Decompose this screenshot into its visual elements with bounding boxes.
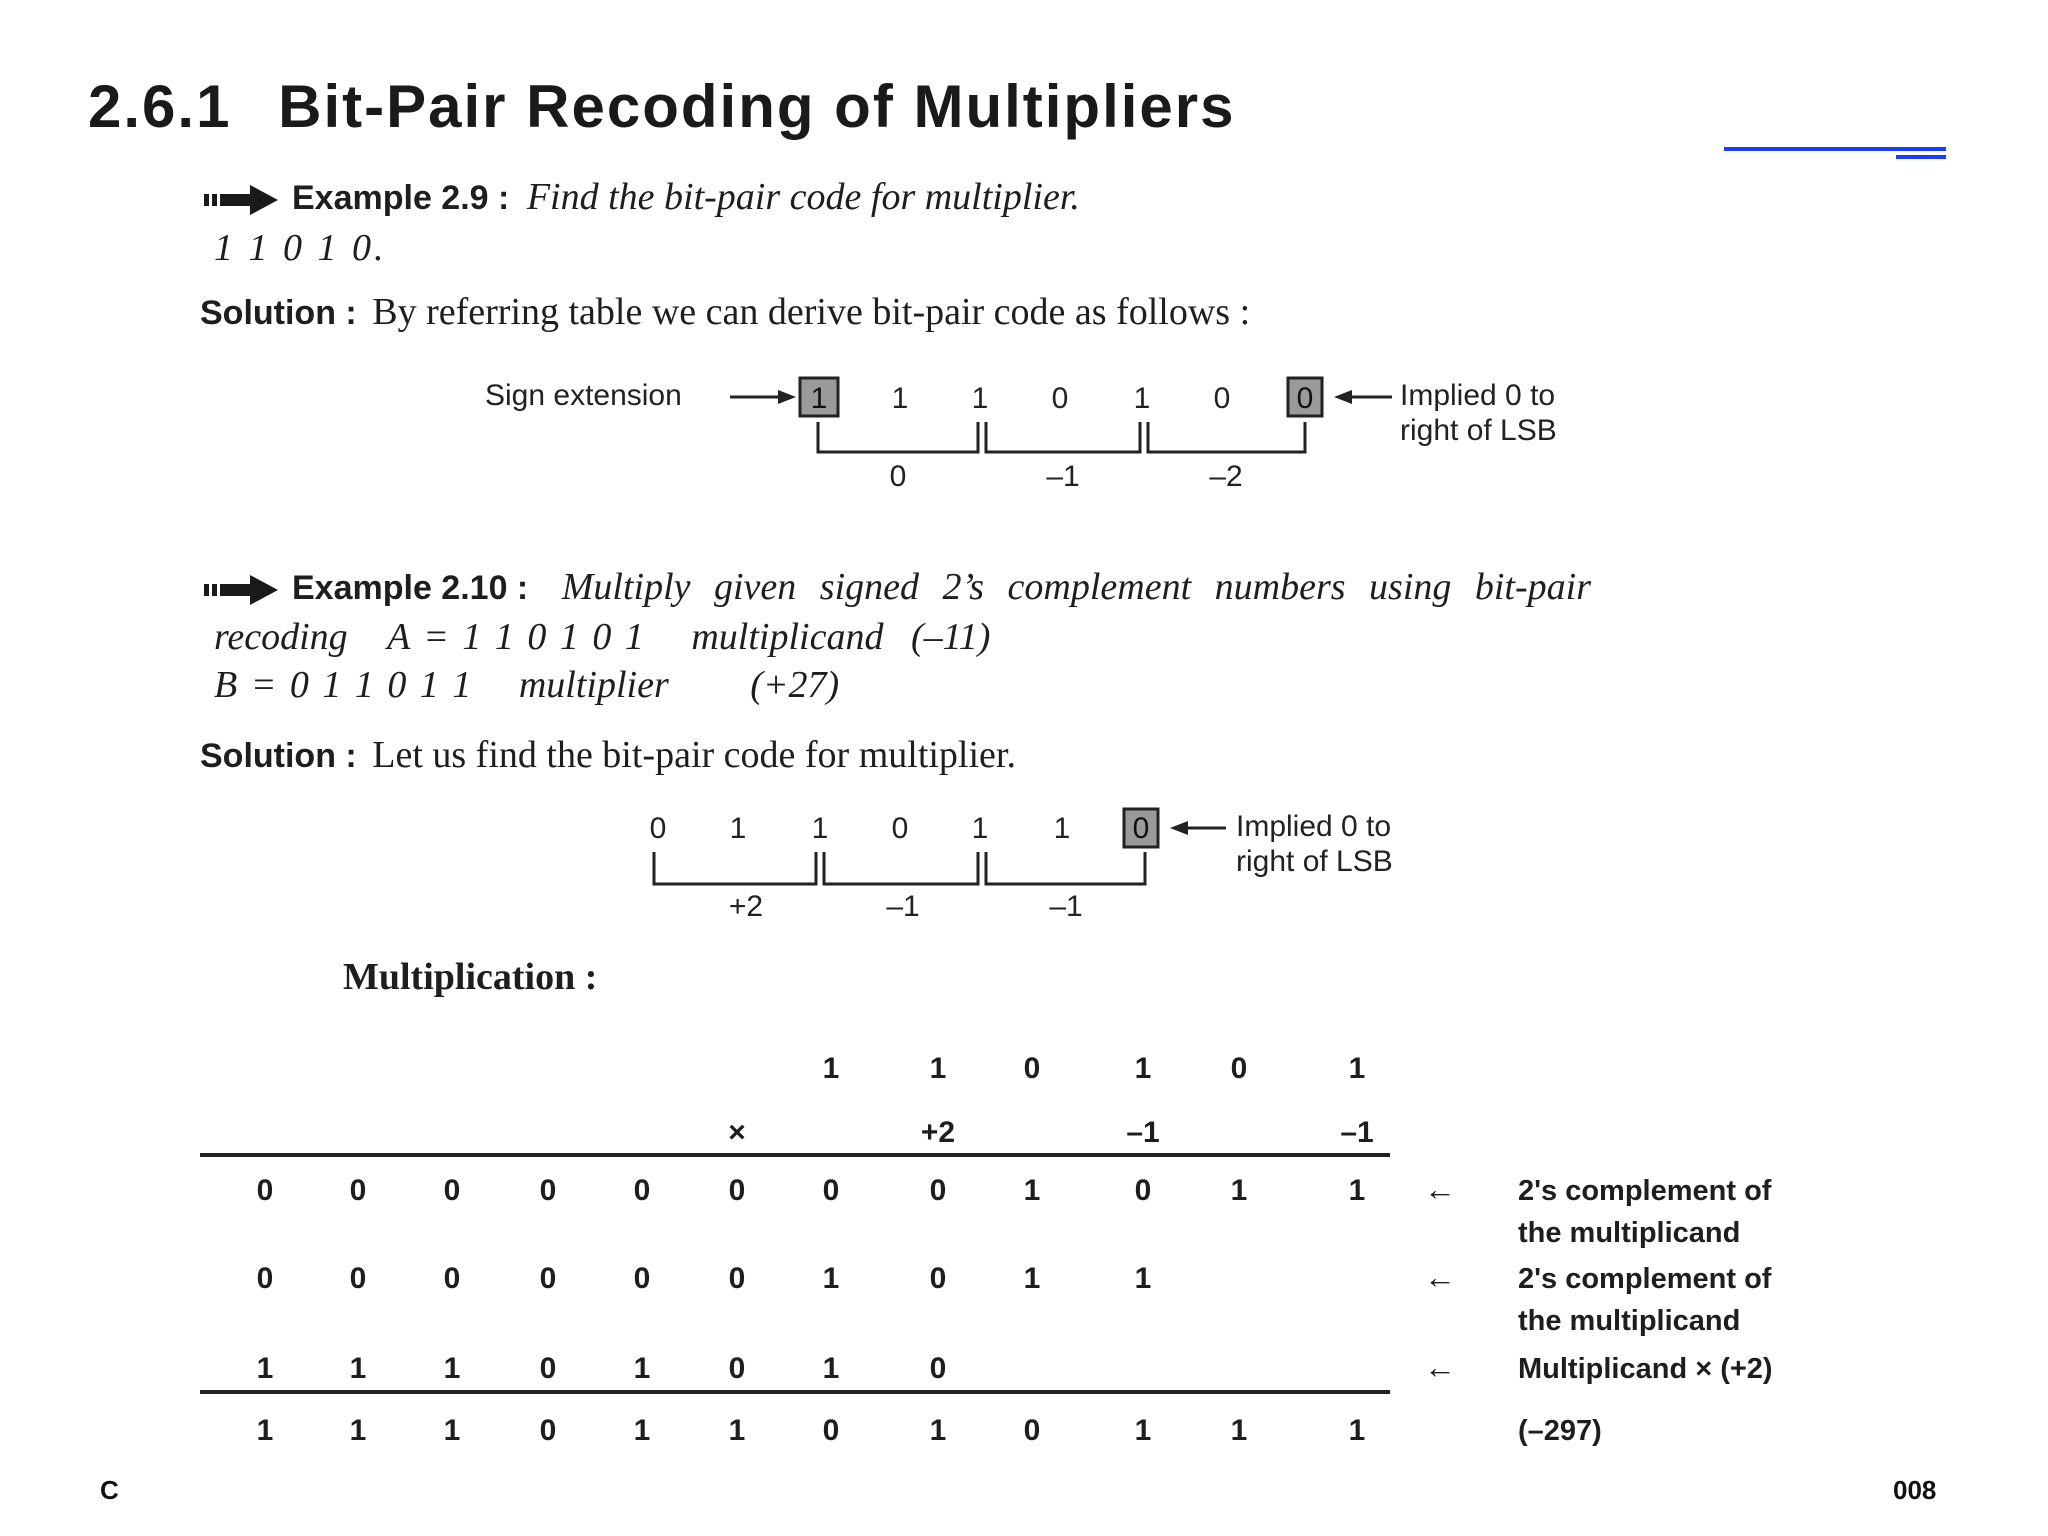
multiplicand-decimal: (–11) [910, 616, 991, 658]
result-bit: 1 [1348, 1414, 1366, 1447]
partial-product-bit: 0 [539, 1352, 557, 1385]
partial-product-bit: 1 [1023, 1174, 1041, 1207]
result-bit: 1 [349, 1414, 367, 1447]
recoded-digit: –1 [1126, 1116, 1160, 1149]
recoding-word: recoding [214, 616, 348, 658]
partial-product-bit: 0 [929, 1352, 947, 1385]
bit-5: 0 [1213, 382, 1231, 415]
partial-product-bit: 1 [822, 1352, 840, 1385]
implied-label-2: right of LSB [1400, 414, 1557, 447]
partial-product-bit: 0 [443, 1262, 461, 1295]
partial-product-bit: 1 [256, 1352, 274, 1385]
multiplication-heading: Multiplication : [343, 956, 598, 998]
result-bit: 1 [1230, 1414, 1248, 1447]
partial-product-bit: 1 [822, 1262, 840, 1295]
bit-3: 0 [1051, 382, 1069, 415]
result-bit: 1 [728, 1414, 746, 1447]
multiplicand-bit: 1 [1134, 1052, 1152, 1085]
row-note: Multiplicand × (+2) [1518, 1353, 1773, 1385]
bit-4: 1 [971, 812, 989, 845]
partial-product-bit: 1 [1023, 1262, 1041, 1295]
left-arrow-icon: ← [1424, 1171, 1456, 1207]
example-label: Example 2.10 : [292, 569, 529, 607]
multiplier-decimal: (+27) [750, 664, 840, 706]
bit-6: 0 [1132, 812, 1150, 845]
recoded-digit: +2 [920, 1116, 956, 1149]
left-arrow-icon: ← [1424, 1259, 1456, 1295]
row-note: the multiplicand [1518, 1217, 1741, 1249]
partial-product-bit: 1 [1230, 1174, 1248, 1207]
recoded-digit: –1 [1340, 1116, 1374, 1149]
section-number: 2.6.1 [88, 73, 232, 140]
multiplicand-bit: 0 [1230, 1052, 1248, 1085]
footer-right: 008 [1893, 1475, 1937, 1505]
bit-1: 1 [891, 382, 909, 415]
result-bit: 1 [1134, 1414, 1152, 1447]
section-heading: Bit-Pair Recoding of Multipliers [278, 73, 1236, 140]
row-note: 2's complement of [1518, 1263, 1772, 1295]
result-bit: 1 [443, 1414, 461, 1447]
solution-text: Let us find the bit-pair code for multiplier. [372, 734, 1016, 776]
partial-product-bit: 1 [443, 1352, 461, 1385]
implied-label-1: Implied 0 to [1400, 379, 1556, 412]
result-bit: 0 [539, 1414, 557, 1447]
bit-6: 0 [1296, 382, 1314, 415]
partial-product-bit: 0 [728, 1174, 746, 1207]
bit-4: 1 [1133, 382, 1151, 415]
bit-5: 1 [1053, 812, 1071, 845]
multiplier-word: multiplier [518, 664, 669, 706]
partial-product-bit: 0 [1134, 1174, 1152, 1207]
partial-product-bit: 0 [256, 1174, 274, 1207]
partial-product-bit: 0 [539, 1174, 557, 1207]
solution-text: By referring table we can derive bit-pair code as follows : [372, 291, 1251, 333]
example-prompt: Multiply given signed 2’s complement numbers using bit-pair [561, 566, 1591, 608]
partial-product-bit: 1 [349, 1352, 367, 1385]
partial-product-bit: 0 [728, 1352, 746, 1385]
code-2: –2 [1209, 460, 1243, 493]
partial-product-bit: 1 [1348, 1174, 1366, 1207]
partial-product-bit: 0 [633, 1262, 651, 1295]
code-1: –1 [886, 890, 920, 923]
row-note: 2's complement of [1518, 1175, 1772, 1207]
multiplier-value: B = 0 1 1 0 1 1 [214, 664, 474, 706]
solution-label: Solution : [200, 294, 357, 332]
result-bit: 0 [822, 1414, 840, 1447]
bit-1: 1 [729, 812, 747, 845]
partial-product-bit: 0 [443, 1174, 461, 1207]
partial-product-bit: 0 [349, 1174, 367, 1207]
bit-0: 1 [810, 382, 828, 415]
partial-product-bit: 0 [728, 1262, 746, 1295]
code-0: 0 [889, 460, 907, 493]
solution-label: Solution : [200, 737, 357, 775]
bit-2: 1 [811, 812, 829, 845]
example-operand: 1 1 0 1 0. [214, 227, 387, 269]
code-0: +2 [728, 890, 764, 923]
result-bit: 1 [929, 1414, 947, 1447]
result-bit: 0 [1023, 1414, 1041, 1447]
multiplicand-word: multiplicand [691, 616, 884, 658]
code-2: –1 [1049, 890, 1083, 923]
partial-product-bit: 0 [349, 1262, 367, 1295]
implied-label-2: right of LSB [1236, 845, 1393, 878]
result-bit: 1 [633, 1414, 651, 1447]
partial-product-bit: 0 [929, 1174, 947, 1207]
example-label: Example 2.9 : [292, 179, 510, 217]
row-note: the multiplicand [1518, 1305, 1741, 1337]
partial-product-bit: 0 [539, 1262, 557, 1295]
times-sign: × [728, 1116, 746, 1149]
bit-0: 0 [649, 812, 667, 845]
left-arrow-icon: ← [1424, 1349, 1456, 1385]
code-1: –1 [1046, 460, 1080, 493]
partial-product-bit: 0 [633, 1174, 651, 1207]
multiplicand-value: A = 1 1 0 1 0 1 [387, 616, 646, 658]
bit-3: 0 [891, 812, 909, 845]
partial-product-bit: 0 [822, 1174, 840, 1207]
multiplicand-bit: 1 [822, 1052, 840, 1085]
multiplicand-bit: 1 [1348, 1052, 1366, 1085]
multiplicand-bit: 1 [929, 1052, 947, 1085]
partial-product-bit: 1 [633, 1352, 651, 1385]
sign-extension-label: Sign extension [485, 379, 682, 412]
result-bit: 1 [256, 1414, 274, 1447]
example-prompt: Find the bit-pair code for multiplier. [526, 176, 1080, 218]
partial-product-bit: 1 [1134, 1262, 1152, 1295]
multiplicand-bit: 0 [1023, 1052, 1041, 1085]
bit-2: 1 [971, 382, 989, 415]
partial-product-bit: 0 [256, 1262, 274, 1295]
footer-left: C [100, 1475, 119, 1505]
partial-product-bit: 0 [929, 1262, 947, 1295]
implied-label-1: Implied 0 to [1236, 810, 1392, 843]
result-note: (–297) [1518, 1415, 1602, 1447]
